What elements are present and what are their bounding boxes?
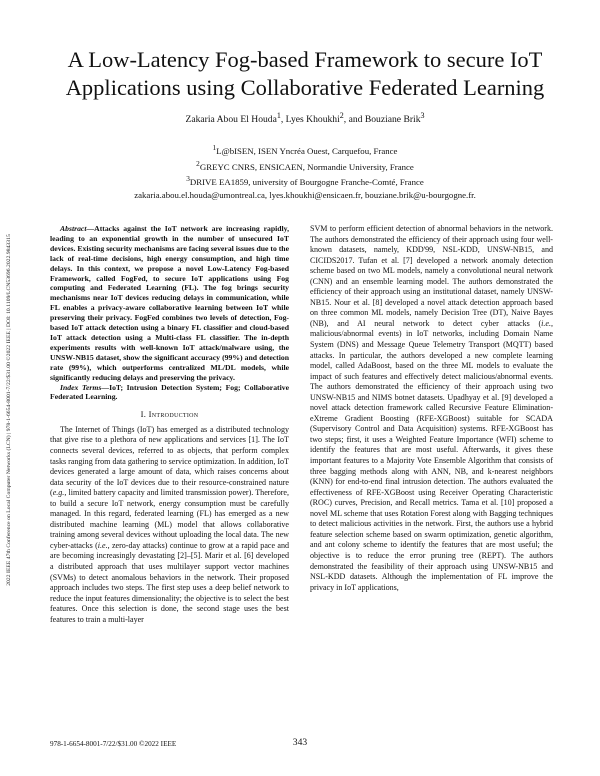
right-column: [310, 224, 553, 593]
affiliation-3: $^3$DRIVE EA1859, university of Bourgogne Franche-Comté, France: [186, 174, 424, 187]
email-line: zakaria.abou.el.houda@umontreal.ca, lyes.khoukhi@ensicaen.fr, bouziane.brik@u-bourgogne.fr.: [134, 189, 476, 200]
conference-side-strip: [2, 150, 16, 670]
author-1: Zakaria Abou El Houda: [185, 114, 277, 126]
index-terms: [50, 383, 289, 403]
left-column: [50, 224, 289, 625]
page-number: 343: [292, 737, 308, 748]
section-heading-introduction: I. Introduction: [140, 409, 199, 420]
author-3: Bouziane Brik: [364, 114, 421, 126]
intro-paragraph: The Internet of Things (IoT) has emerged as a distributed technology that give rise to a plethora of new applications and services [1]. The IoT connects several devices, referred to as objects, that perform complex tasks ranging from data gathering to service optimization. In addition, IoT devices generated a large amount of data, which raises concerns about data security of the IoT devices due to their resource-constrained nature (e.g., limited battery capacity and limited transmission power). Therefore, to build a secure IoT network, energy consumption must be carefully managed. In this regard, federated learning (FL) has emerged as a new distributed machine learning (ML) model that allows collaborative training among several devices without uploading the local data. The new cyber-attacks (i.e., zero-day attacks) continue to grow at a rapid pace and are becoming increasingly devastating [2]–[5]. Marir et al. [6] developed a distributed approach that uses multilayer support vector machines (SVMs) to detect anomalous behaviors in the network. Their proposed approach includes two steps. The first step uses a deep belief network to reduce the input features dimensionality; the objective is to select the best features. Once this selection is done, the second stage uses the best features to train a multi-layer: [50, 424, 290, 624]
conference-side-text: 2022 IEEE 47th Conference on Local Computer Networks (LCN) | 978-1-6654-8001-7/22/$31.00 ©2022 IEEE | DOI: 10.1109/LCN53696.2022.9843315: [6, 234, 13, 586]
author-1-sup: 1: [276, 111, 281, 120]
footer-isbn: 978-1-6654-8001-7/22/$31.00 ©2022 IEEE: [50, 740, 177, 748]
affiliation-2: $^2$GREYC CNRS, ENSICAEN, Normandie University, France: [196, 158, 414, 172]
abstract: [50, 224, 289, 383]
abstract-label: Abstract—: [60, 224, 95, 233]
author-3-sup: 3: [420, 111, 425, 120]
author-2-sup: 2: [339, 111, 344, 120]
index-terms-text: IoT; Intrusion Detection System; Fog; Collaborative Federated Learning.: [50, 382, 290, 402]
affiliations: [30, 142, 580, 201]
index-terms-label: Index Terms—: [60, 382, 110, 392]
paper-title: A Low-Latency Fog-based Framework to secure IoT Applications using Collaborative Federated Learning: [65, 47, 545, 100]
right-column-paragraph: SVM to perform efficient detection of abnormal behaviors in the network. The authors demonstrated the efficiency of their approach using four well-known datasets, namely, KDD'99, NSL-KDD, UNSW-NB15, and CICIDS2017. Tufan et al. [7] developed a network anomaly detection scheme based on two ML models, namely a convolutional neural network (CNN) and an ensemble learning model. The authors demonstrated the efficiency of their approach using an institutional dataset, namely UNSW-NB15. Nour et al. [8] developed a novel attack detection approach based on three common ML models, namely Decision Tree (DT), Naive Bayes (NB), and AI neural network to detect cyber attacks (i.e., malicious/abnormal events) in IoT networks, including Domain Name System (DNS) and Message Queue Telemetry Transport (MQTT) based attacks. In particular, the authors developed a new complete learning model, called AdaBoost, based on the three ML models to evaluate the impact of such features and effectively detect malicious/abnormal events. The authors demonstrated the efficiency of their approach using two UNSW-NB15 and NIMS botnet datasets. Upadhyay et al. [9] developed a novel attack detection framework called Recursive Feature Elimination-eXtreme Gradient Boosting (RFE-XGBoost) suitable for SCADA (Supervisory Control and Data Acquisition) systems. RFE-XGBoost has two steps; first, it uses a Weighted Feature Importance (WFI) scheme to identify the features that are most useful. Afterwards, it gives these important features to a Majority Vote Ensemble Algorithm that consists of three bagging methods along with ANN, NB, and k-nearest neighbors (KNN) for end-to-end final intrusion detection. The authors evaluated the effectiveness of RFE-XGBoost using Receiver Operating Characteristic (ROC) curves, Precision, and Recall metrics. Tama et al. [10] proposed a novel ML scheme that uses Rotation Forest along with Bagging techniques to detect malicious activities in the network. First, the authors use a hybrid feature selection scheme based on swarm optimization, genetic algorithm, and ant colony scheme to identify the features that are most useful; the objective is to reduce the error pruning tree (REPT). The authors demonstrated the feasibility of their approach using UNSW-NB15 and NSL-KDD datasets. Although the implementation of FL improve the privacy in IoT applications,: [310, 224, 553, 592]
abstract-text: Attacks against the IoT network are increasing rapidly, leading to an exponential growth in the number of unsecured IoT devices. Existing security mechanisms are facing several issues due to the lack of real-time decisions, high energy consumption, and high time delays. In this context, we propose a novel Low-Latency Fog-based Framework, called FogFed, to secure IoT applications using Fog computing and Federated Learning (FL). The fog brings security mechanisms near IoT devices reducing delays in communication, while FL enables a privacy-aware collaborative learning between IoT while preserving their privacy. FogFed combines two levels of detection, Fog-based IoT attack detection using a binary FL classifier and cloud-based IoT attack detection using a Multi-class FL classifier. The in-depth experiments results with well-known IoT attack/malware using, the UNSW-NB15 dataset, show the significant accuracy (99%) and detection rate (99%), which outperforms centralized ML/DL models, while significantly reducing delays and preserving the privacy.: [50, 224, 289, 382]
affiliation-1: $^1$L@bISEN, ISEN Yncréa Ouest, Carquefou, France: [212, 143, 398, 156]
author-line: Zakaria Abou El Houda$^1$, Lyes Khoukhi$^2$, and Bouziane Brik$^3$: [185, 111, 425, 126]
author-2: Lyes Khoukhi: [285, 114, 340, 126]
